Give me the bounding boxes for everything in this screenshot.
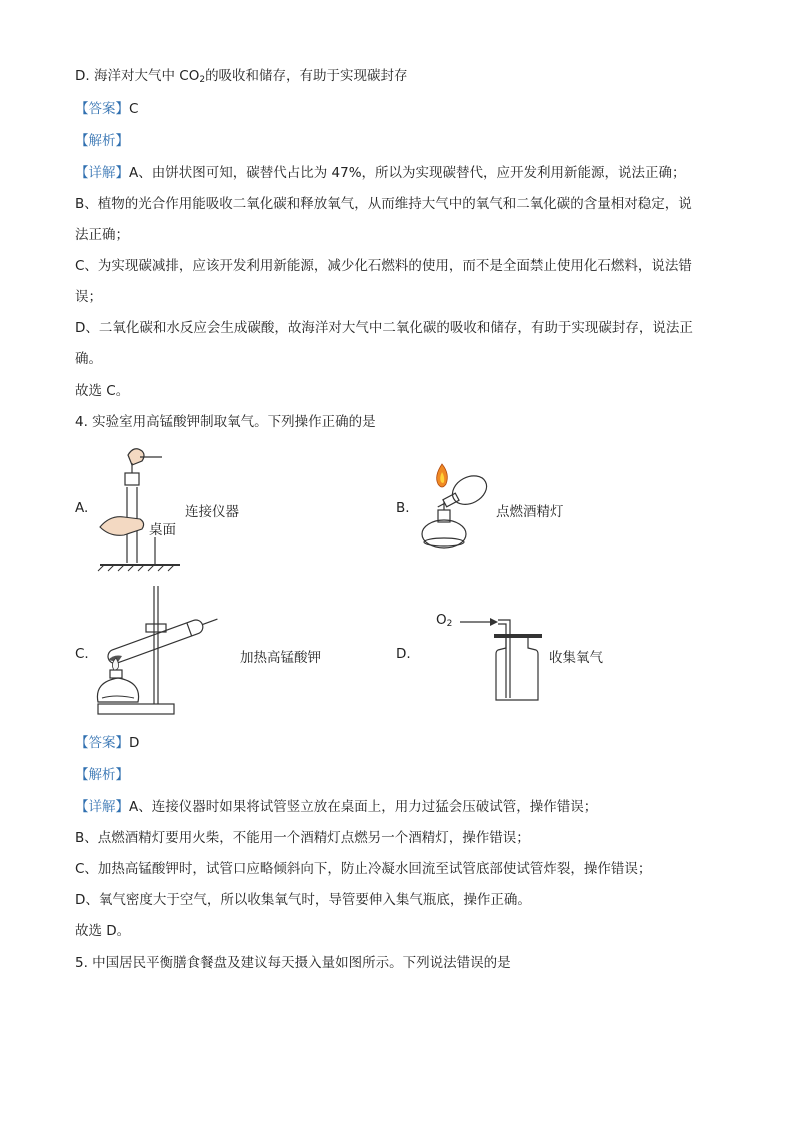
q3-analysis-tag: 【解析】 (75, 133, 129, 149)
q3-detail-d2: 确。 (75, 351, 102, 367)
gas-collection-bottle-figure (456, 610, 546, 704)
q5-question: 5. 中国居民平衡膳食餐盘及建议每天摄入量如图所示。下列说法错误的是 (75, 955, 511, 971)
q4-option-d-letter: D. (396, 646, 411, 662)
heating-apparatus-figure (92, 584, 224, 718)
q3-detail-c2: 误； (75, 289, 102, 305)
q4-detail-c: C、加热高锰酸钾时，试管口应略倾斜向下，防止冷凝水回流至试管底部使试管炸裂，操作错误； (75, 861, 652, 877)
q4-option-b-caption: 点燃酒精灯 (496, 504, 564, 520)
q4-answer (75, 733, 139, 753)
q4-option-c-letter: C. (75, 646, 89, 662)
q3-detail-c1: C、为实现碳减排，应该开发利用新能源，减少化石燃料的使用，而不是全面禁止使用化石燃料，说法错 (75, 258, 692, 274)
test-tube-connection-figure (100, 445, 180, 573)
q4-option-a-caption: 连接仪器 (185, 504, 239, 520)
q4-analysis-tag: 【解析】 (75, 767, 129, 783)
q3-detail-d1: D、二氧化碳和水反应会生成碳酸，故海洋对大气中二氧化碳的吸收和储存，有助于实现碳封存，说法正 (75, 320, 693, 336)
q4-option-c-caption: 加热高锰酸钾 (240, 650, 321, 666)
answer-value: C (129, 101, 139, 117)
q4-conclusion: 故选 D。 (75, 923, 131, 939)
q3-detail-b1: B、植物的光合作用能吸收二氧化碳和释放氧气，从而维持大气中的氧气和二氧化碳的含量相对稳定，说 (75, 196, 692, 212)
q3-option-d: D. 海洋对大气中 $CO_2$的吸收和储存，有助于实现碳封存 (75, 68, 408, 85)
q4-option-d-caption: 收集氧气 (549, 650, 603, 666)
q3-answer (75, 99, 138, 119)
q4-option-a-letter: A. (75, 500, 89, 516)
q3-detail-a: 【详解】A、由饼状图可知，碳替代占比为 47%，所以为实现碳替代，应开发利用新能源，说法正确； (75, 165, 686, 181)
q4-option-b-letter: B. (396, 500, 410, 516)
q4-detail-d: D、氧气密度大于空气，所以收集氧气时，导管要伸入集气瓶底，操作正确。 (75, 892, 531, 908)
q4-detail-a: 【详解】A、连接仪器时如果将试管竖立放在桌面上，用力过猛会压破试管，操作错误； (75, 799, 598, 815)
alcohol-lamp-lighting-figure (418, 462, 496, 554)
detail-tag: 【详解】 (75, 799, 129, 815)
q4-option-d-gas-label: $O_2$ (436, 612, 453, 629)
q4-option-a-table-label: 桌面 (149, 522, 176, 538)
answer-value: D (129, 735, 140, 751)
detail-tag: 【详解】 (75, 165, 129, 181)
q3-detail-b2: 法正确； (75, 227, 129, 243)
q3-conclusion: 故选 C。 (75, 383, 130, 399)
answer-tag: 【答案】 (75, 101, 129, 117)
q4-detail-b: B、点燃酒精灯要用火柴，不能用一个酒精灯点燃另一个酒精灯，操作错误； (75, 830, 530, 846)
answer-tag: 【答案】 (75, 735, 129, 751)
q4-question: 4. 实验室用高锰酸钾制取氧气。下列操作正确的是 (75, 414, 376, 430)
